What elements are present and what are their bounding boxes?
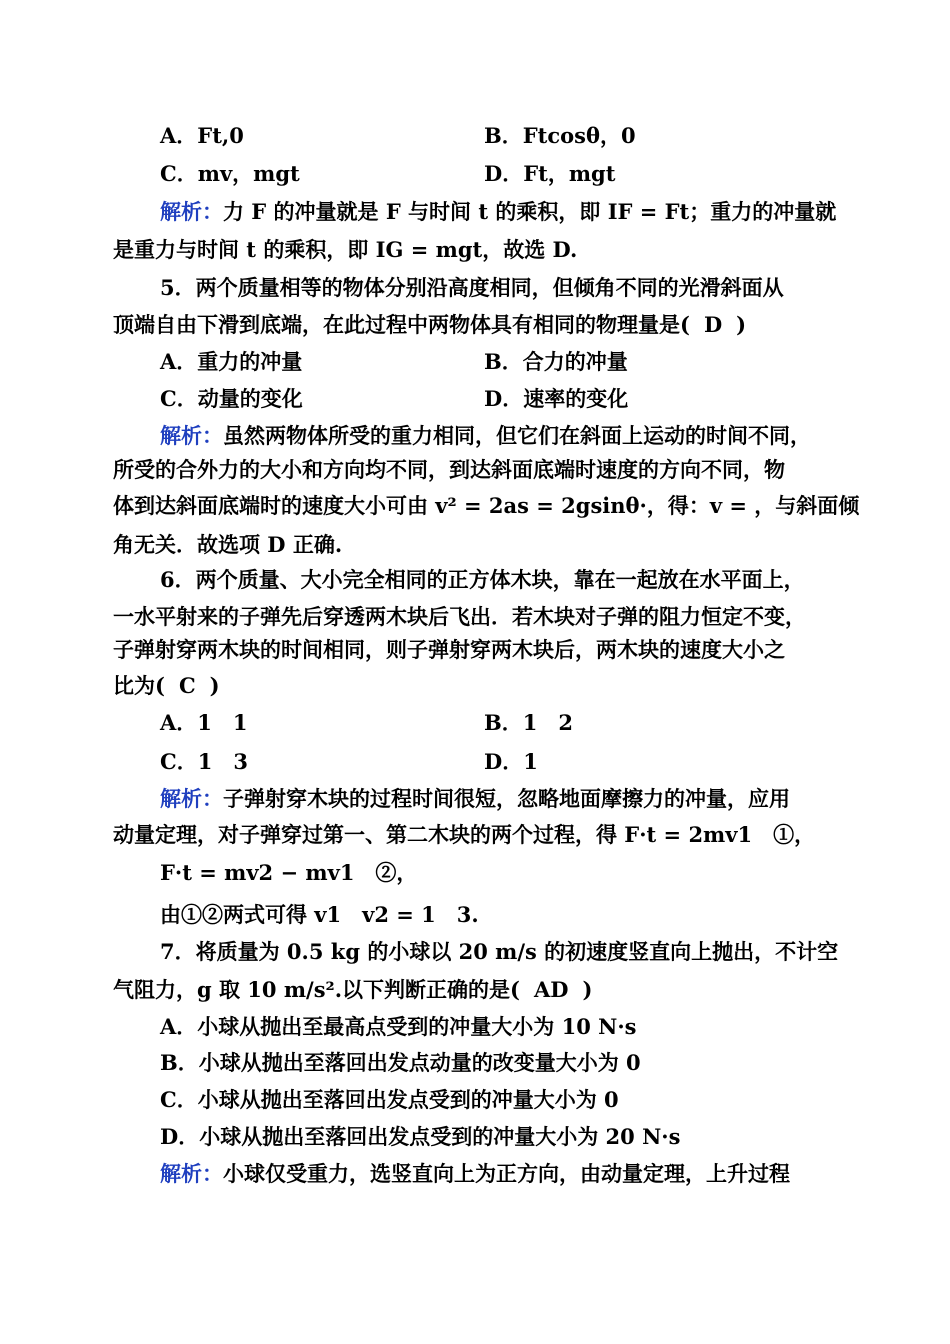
answer-mark: D xyxy=(703,312,723,337)
q6-option-d xyxy=(484,747,538,777)
analysis-text: 角无关．故选项 D 正确. xyxy=(113,532,343,557)
option-letter: D． xyxy=(484,161,524,186)
question-text: 顶端自由下滑到底端，在此过程中两物体具有相同的物理量是( xyxy=(113,312,690,337)
answer-mark: AD xyxy=(534,977,569,1002)
q7-option-b xyxy=(160,1048,641,1078)
q7-option-a xyxy=(160,1012,636,1042)
analysis-label: 解析： xyxy=(160,199,223,224)
option-text: Ft,0 xyxy=(197,123,244,148)
option-text: 1 2 xyxy=(522,710,573,735)
q6-stem-line-3 xyxy=(113,635,785,665)
q7-stem-line-1 xyxy=(160,937,838,967)
option-letter: C． xyxy=(160,386,198,411)
option-text: Ft，mgt xyxy=(523,161,616,186)
question-text: 5．两个质量相等的物体分别沿高度相同，但倾角不同的光滑斜面从 xyxy=(160,275,784,300)
analysis-text: 力 F 的冲量就是 F 与时间 t 的乘积，即 IF = Ft；重力的冲量就 xyxy=(223,199,837,224)
q4-option-b xyxy=(484,121,636,151)
option-letter: C． xyxy=(160,161,198,186)
analysis-text: F·t = mv2 − mv1 ②， xyxy=(160,860,418,885)
analysis-text: 虽然两物体所受的重力相同，但它们在斜面上运动的时间不同， xyxy=(223,423,811,448)
q7-option-c xyxy=(160,1085,619,1115)
q6-option-b xyxy=(484,708,573,738)
analysis-label: 解析： xyxy=(160,423,223,448)
option-letter: D． xyxy=(484,386,524,411)
analysis-text: 体到达斜面底端时的速度大小可由 v² = 2as = 2gsinθ·，得：v = ，与斜面倾 xyxy=(113,493,860,518)
q5-option-b xyxy=(484,347,628,377)
option-text: 1 xyxy=(523,749,538,774)
q4-analysis-line-2 xyxy=(113,235,577,265)
option-text: 速率的变化 xyxy=(523,386,629,411)
option-text: 1 3 xyxy=(197,749,248,774)
q4-option-d xyxy=(484,159,615,189)
q7-option-d xyxy=(160,1122,680,1152)
q6-stem-line-4 xyxy=(113,671,220,701)
q5-option-c xyxy=(160,384,303,414)
analysis-text: 子弹射穿木块的过程时间很短，忽略地面摩擦力的冲量，应用 xyxy=(223,786,790,811)
q4-analysis-line-1 xyxy=(160,197,836,227)
question-text: 气阻力，g 取 10 m/s².以下判断正确的是( xyxy=(113,977,520,1002)
analysis-label: 解析： xyxy=(160,786,223,811)
q6-analysis-line-4 xyxy=(160,900,479,930)
question-text: 比为( xyxy=(113,673,165,698)
q6-stem-line-2 xyxy=(113,602,806,632)
q5-analysis-line-1 xyxy=(160,421,811,451)
q5-analysis-line-3 xyxy=(113,491,859,521)
analysis-text: 动量定理，对子弹穿过第一、第二木块的两个过程，得 F·t = 2mv1 ①， xyxy=(113,822,816,847)
option-text: 小球从抛出至落回出发点动量的改变量大小为 0 xyxy=(198,1050,641,1075)
q6-analysis-line-3 xyxy=(160,858,417,888)
analysis-text: 是重力与时间 t 的乘积，即 IG = mgt，故选 D. xyxy=(113,237,578,262)
answer-mark: C xyxy=(178,673,196,698)
q5-option-d xyxy=(484,384,628,414)
analysis-text: 小球仅受重力，选竖直向上为正方向，由动量定理，上升过程 xyxy=(223,1161,790,1186)
option-letter: A． xyxy=(160,123,198,148)
question-text: 子弹射穿两木块的时间相同，则子弹射穿两木块后，两木块的速度大小之 xyxy=(113,637,785,662)
q5-option-a xyxy=(160,347,302,377)
option-letter: C． xyxy=(160,1087,198,1112)
analysis-text: 所受的合外力的大小和方向均不同，到达斜面底端时速度的方向不同，物 xyxy=(113,457,785,482)
option-letter: A． xyxy=(160,710,198,735)
option-letter: B． xyxy=(484,349,523,374)
option-text: mv，mgt xyxy=(197,161,300,186)
option-text: 小球从抛出至落回出发点受到的冲量大小为 0 xyxy=(197,1087,619,1112)
option-letter: B． xyxy=(484,123,523,148)
question-text: 一水平射来的子弹先后穿透两木块后飞出．若木块对子弹的阻力恒定不变， xyxy=(113,604,806,629)
answer-close: ) xyxy=(209,673,220,698)
option-letter: D． xyxy=(484,749,524,774)
q7-stem-line-2 xyxy=(113,975,592,1005)
option-text: 动量的变化 xyxy=(197,386,303,411)
option-text: 1 1 xyxy=(197,710,248,735)
q6-analysis-line-1 xyxy=(160,784,790,814)
option-text: 小球从抛出至最高点受到的冲量大小为 10 N·s xyxy=(197,1014,637,1039)
question-text: 7．将质量为 0.5 kg 的小球以 20 m/s 的初速度竖直向上抛出，不计空 xyxy=(160,939,839,964)
option-letter: D． xyxy=(160,1124,200,1149)
option-text: 重力的冲量 xyxy=(197,349,303,374)
question-text: 6．两个质量、大小完全相同的正方体木块，靠在一起放在水平面上， xyxy=(160,567,805,592)
option-text: Ftcosθ，0 xyxy=(522,123,636,148)
q4-option-a xyxy=(160,121,244,151)
q5-stem-line-1 xyxy=(160,273,784,303)
analysis-label: 解析： xyxy=(160,1161,223,1186)
q5-analysis-line-2 xyxy=(113,455,785,485)
q6-stem-line-1 xyxy=(160,565,805,595)
option-letter: A． xyxy=(160,1014,198,1039)
answer-close: ) xyxy=(582,977,593,1002)
option-letter: B． xyxy=(160,1050,199,1075)
q4-option-c xyxy=(160,159,300,189)
q5-stem-line-2 xyxy=(113,310,746,340)
q6-option-a xyxy=(160,708,248,738)
option-letter: A． xyxy=(160,349,198,374)
analysis-text: 由①②两式可得 v1 v2 = 1 3. xyxy=(160,902,479,927)
option-letter: B． xyxy=(484,710,523,735)
option-text: 小球从抛出至落回出发点受到的冲量大小为 20 N·s xyxy=(199,1124,681,1149)
q5-analysis-line-4 xyxy=(113,530,342,560)
option-text: 合力的冲量 xyxy=(522,349,628,374)
q6-option-c xyxy=(160,747,248,777)
answer-close: ) xyxy=(736,312,747,337)
q7-analysis-line-1 xyxy=(160,1159,790,1189)
q6-analysis-line-2 xyxy=(113,820,815,850)
option-letter: C． xyxy=(160,749,198,774)
